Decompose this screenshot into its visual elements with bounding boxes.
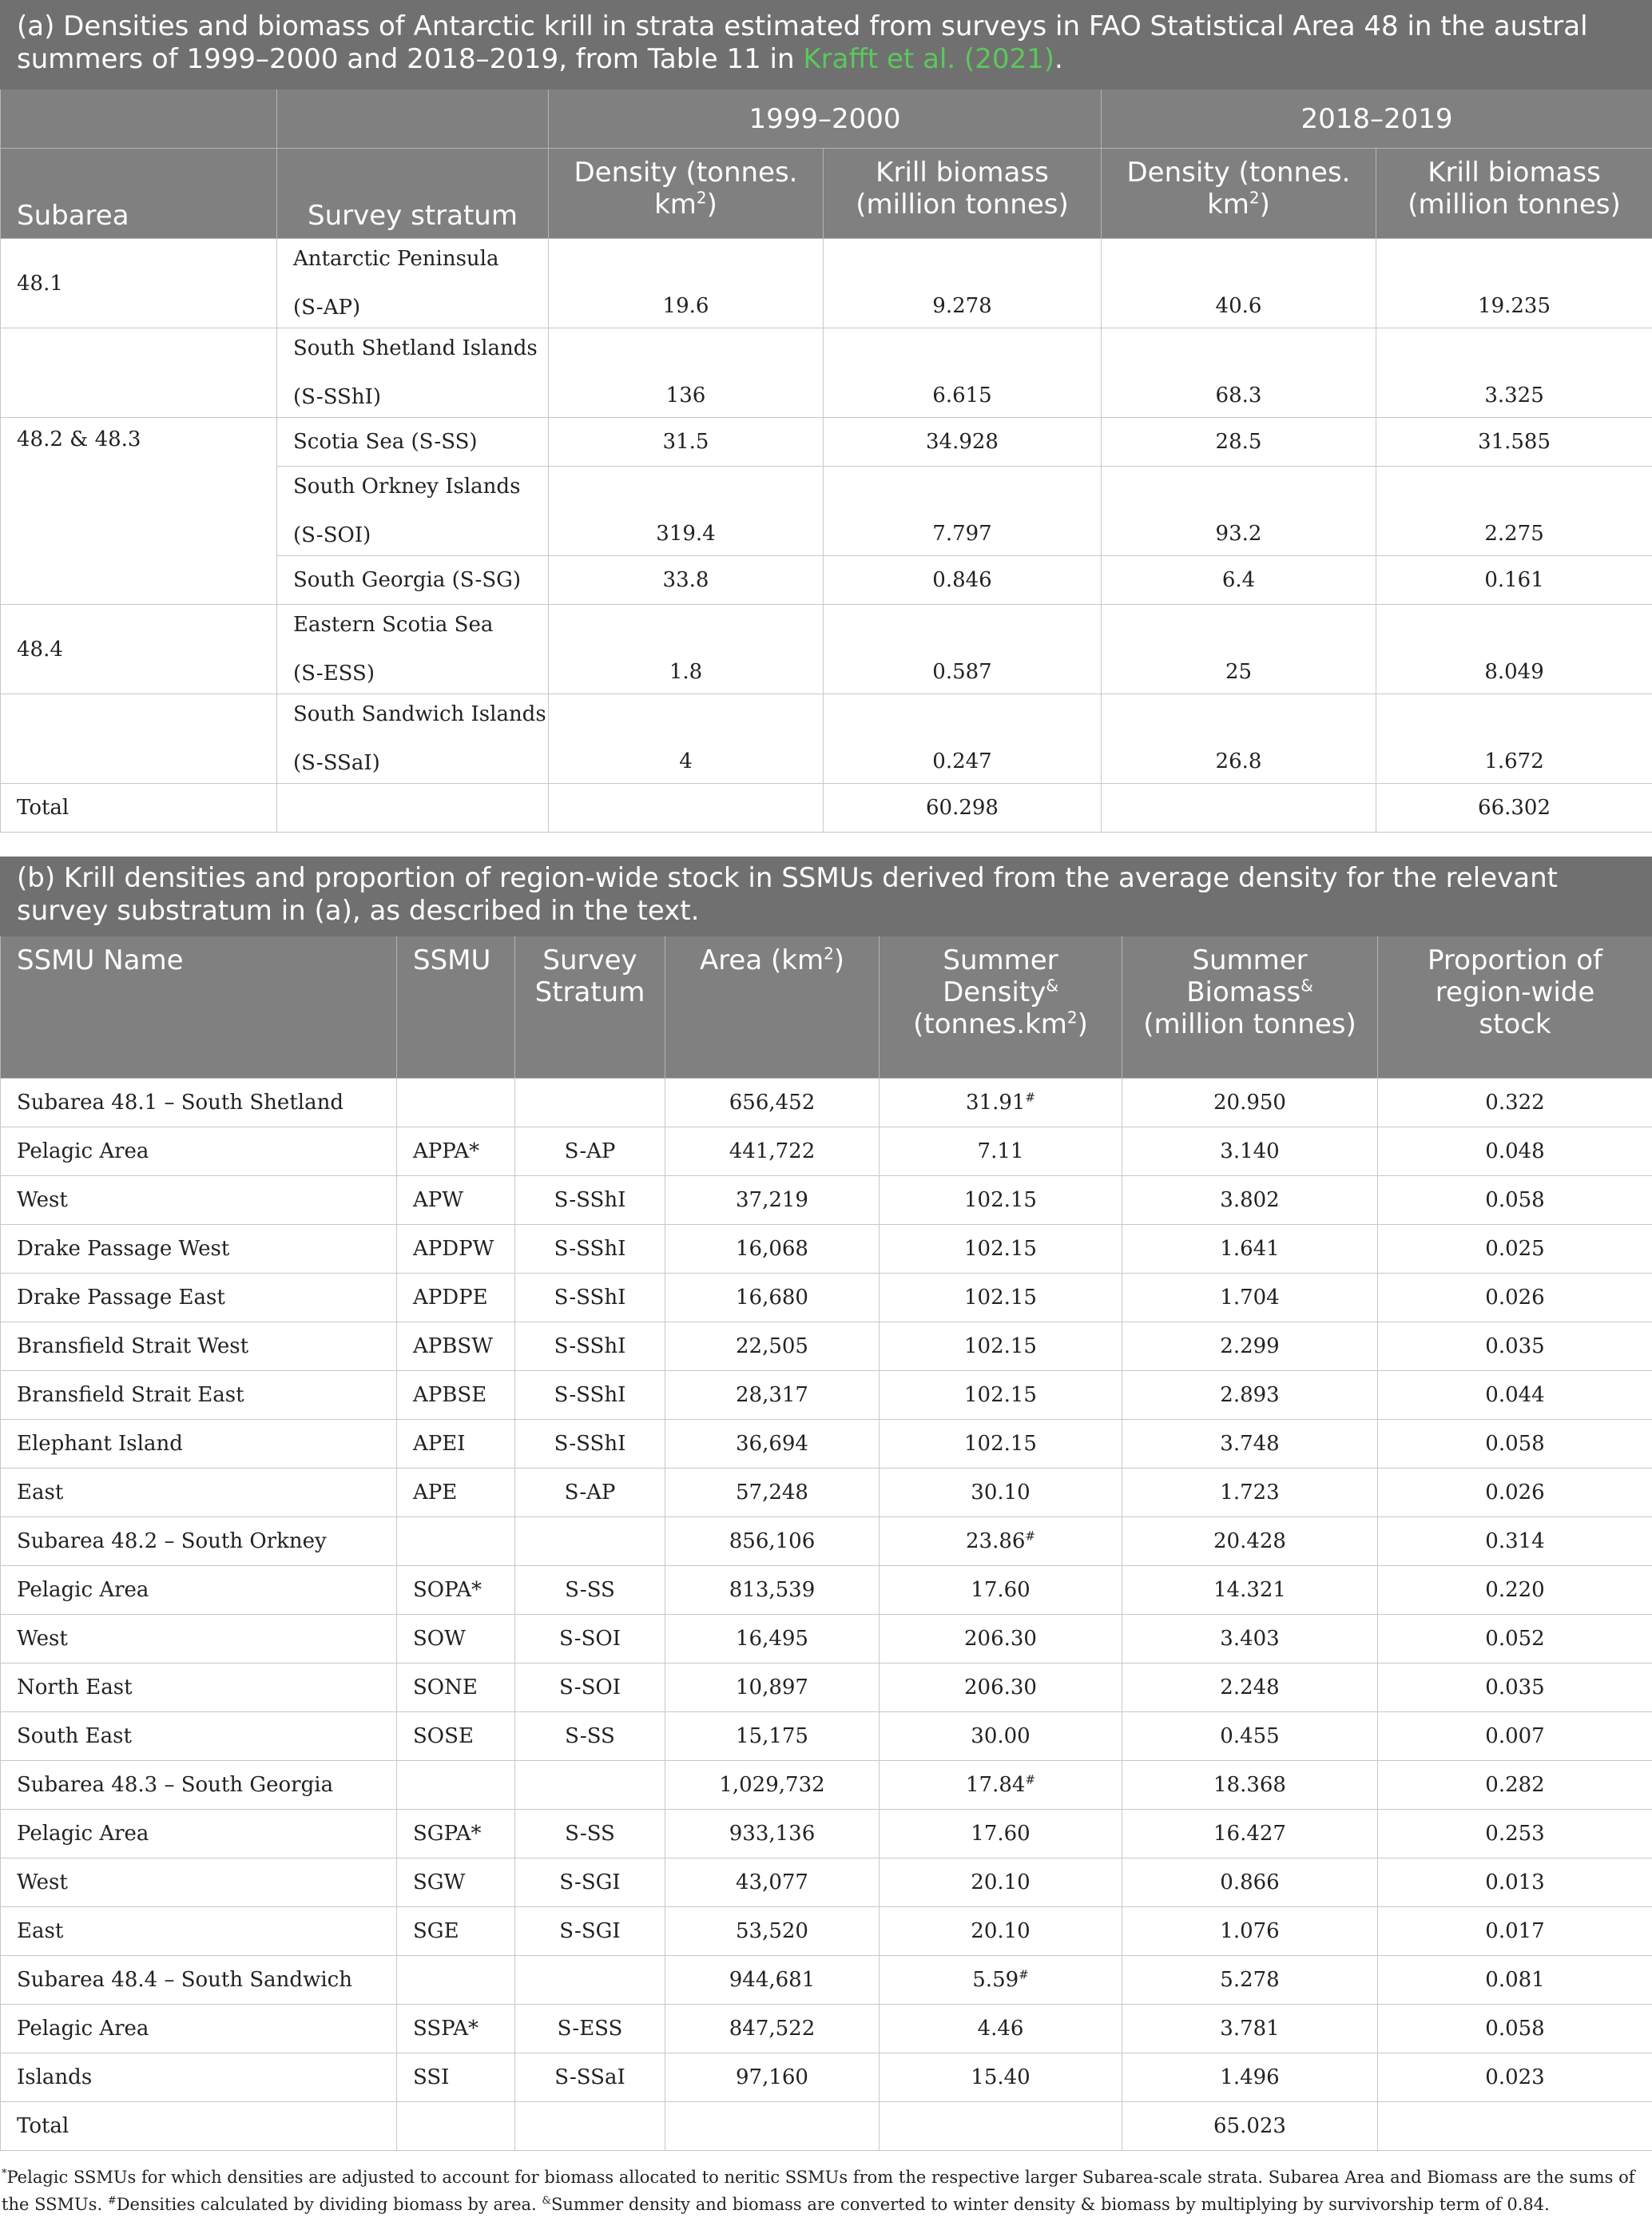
header-area: Area $(km^2)$	[665, 936, 880, 1079]
summer-biomass-cell: 1.723	[1122, 1469, 1378, 1517]
ssmu-name-cell: East	[1, 1907, 397, 1956]
proportion-cell: 0.058	[1378, 1420, 1652, 1469]
density-1-cell: 136	[549, 328, 824, 418]
total-empty	[880, 2102, 1122, 2151]
summer-biomass-cell: 2.248	[1122, 1664, 1378, 1712]
biomass-2-cell: 8.049	[1376, 605, 1652, 694]
ssmu-code-cell: APBSE	[397, 1371, 515, 1420]
area-cell: 16,495	[665, 1615, 880, 1664]
table-b-row	[1, 1810, 1652, 1858]
summer-biomass-cell: 1.496	[1122, 2053, 1378, 2102]
density-1-cell: 33.8	[549, 556, 824, 605]
table-b-row	[1, 1322, 1652, 1371]
area-cell: 37,219	[665, 1176, 880, 1225]
survey-stratum-cell: S-AP	[515, 1127, 665, 1176]
survey-stratum-cell	[515, 1956, 665, 2005]
subarea-cell: 48.4	[1, 605, 277, 694]
table-b-caption: (b) Krill densities and proportion of region-wide stock in SSMUs derived from the average density for the relevant survey substratum in (a), as described in the text.	[1, 857, 1652, 936]
area-cell: 856,106	[665, 1517, 880, 1566]
table-b-row	[1, 1176, 1652, 1225]
biomass-1-cell: 34.928	[824, 418, 1102, 467]
ssmu-name-cell: Bransfield Strait West	[1, 1322, 397, 1371]
area-cell: 36,694	[665, 1420, 880, 1469]
header-density-1: Density (tonnes. $km^2$)	[549, 149, 824, 239]
ssmu-code-cell: SOW	[397, 1615, 515, 1664]
table-b-total-row	[1, 2102, 1652, 2151]
table-b-row	[1, 1517, 1652, 1566]
table-a-total-row	[1, 784, 1652, 833]
ssmu-code-cell	[397, 1761, 515, 1810]
total-empty	[397, 2102, 515, 2151]
ssmu-name-cell: Elephant Island	[1, 1420, 397, 1469]
header-survey-stratum: Survey stratum	[277, 149, 549, 239]
area-cell: 57,248	[665, 1469, 880, 1517]
summer-density-cell: 102.15	[880, 1176, 1122, 1225]
ssmu-code-cell: SOSE	[397, 1712, 515, 1761]
density-2-cell: 93.2	[1102, 467, 1376, 556]
header-summer-biomass: Summer Biomass& (million tonnes)	[1122, 936, 1378, 1079]
density-2-cell: 6.4	[1102, 556, 1376, 605]
summer-biomass-cell: 20.950	[1122, 1079, 1378, 1127]
header-period-2: 2018–2019	[1102, 89, 1652, 149]
ssmu-code-cell	[397, 1956, 515, 2005]
biomass-1-cell: 0.587	[824, 605, 1102, 694]
summer-biomass-cell: 1.641	[1122, 1225, 1378, 1274]
summer-biomass-cell: 5.278	[1122, 1956, 1378, 2005]
summer-biomass-cell: 3.748	[1122, 1420, 1378, 1469]
stratum-cell: South Sandwich Islands (S-SSaI)	[277, 694, 549, 784]
summer-density-cell: 17.60	[880, 1810, 1122, 1858]
proportion-cell: 0.044	[1378, 1371, 1652, 1420]
total-label: Total	[1, 784, 277, 833]
total-empty	[549, 784, 824, 833]
ssmu-code-cell: APW	[397, 1176, 515, 1225]
total-empty	[515, 2102, 665, 2151]
proportion-cell: 0.026	[1378, 1274, 1652, 1322]
survey-stratum-cell: S-AP	[515, 1469, 665, 1517]
total-empty	[665, 2102, 880, 2151]
ssmu-code-cell: SGE	[397, 1907, 515, 1956]
area-cell: 15,175	[665, 1712, 880, 1761]
summer-density-cell: 5.59#	[880, 1956, 1122, 2005]
table-b-row	[1, 1079, 1652, 1127]
proportion-cell: 0.253	[1378, 1810, 1652, 1858]
proportion-cell: 0.017	[1378, 1907, 1652, 1956]
biomass-1-cell: 0.846	[824, 556, 1102, 605]
area-cell: 933,136	[665, 1810, 880, 1858]
summer-biomass-cell: 16.427	[1122, 1810, 1378, 1858]
header-density-2: Density (tonnes. $km^2$)	[1102, 149, 1376, 239]
header-subarea: Subarea	[1, 149, 277, 239]
table-b-row	[1, 1566, 1652, 1615]
survey-stratum-cell: S-SSaI	[515, 2053, 665, 2102]
summer-biomass-cell: 3.140	[1122, 1127, 1378, 1176]
area-cell: 97,160	[665, 2053, 880, 2102]
area-cell: 22,505	[665, 1322, 880, 1371]
summer-density-cell: 102.15	[880, 1225, 1122, 1274]
proportion-cell: 0.058	[1378, 1176, 1652, 1225]
survey-stratum-cell: S-ESS	[515, 2005, 665, 2053]
ssmu-code-cell: APPA*	[397, 1127, 515, 1176]
header-biomass-1: Krill biomass (million tonnes)	[824, 149, 1102, 239]
header-blank-subarea	[1, 89, 277, 149]
area-cell: 944,681	[665, 1956, 880, 2005]
summer-biomass-cell: 0.455	[1122, 1712, 1378, 1761]
ssmu-code-cell	[397, 1079, 515, 1127]
proportion-cell: 0.314	[1378, 1517, 1652, 1566]
summer-biomass-cell: 0.866	[1122, 1858, 1378, 1907]
table-b-row	[1, 1956, 1652, 2005]
survey-stratum-cell: S-SS	[515, 1810, 665, 1858]
summer-density-cell: 23.86#	[880, 1517, 1122, 1566]
summer-biomass-cell: 2.299	[1122, 1322, 1378, 1371]
table-b	[0, 857, 1652, 2151]
proportion-cell: 0.025	[1378, 1225, 1652, 1274]
header-biomass-2: Krill biomass (million tonnes)	[1376, 149, 1652, 239]
summer-biomass-cell: 1.076	[1122, 1907, 1378, 1956]
survey-stratum-cell: S-SOI	[515, 1664, 665, 1712]
biomass-1-cell: 9.278	[824, 239, 1102, 328]
table-b-row	[1, 2005, 1652, 2053]
area-cell: 847,522	[665, 2005, 880, 2053]
total-label: Total	[1, 2102, 397, 2151]
biomass-2-cell: 0.161	[1376, 556, 1652, 605]
density-2-cell: 68.3	[1102, 328, 1376, 418]
ssmu-name-cell: North East	[1, 1664, 397, 1712]
total-empty	[277, 784, 549, 833]
survey-stratum-cell	[515, 1761, 665, 1810]
survey-stratum-cell: S-SShI	[515, 1420, 665, 1469]
subarea-cell	[1, 694, 277, 784]
footnote: *Pelagic SSMUs for which densities are adjusted to account for biomass allocated to neritic SSMUs from the respective larger Subarea-scale strata. Subarea Area and Biomass are the sums of the SSMUs. #Densities calculated by dividing biomass by area. &Summer density and biomass are converted to winter density & biomass by multiplying by survivorship term of 0.84.	[2, 2168, 1635, 2214]
area-cell: 43,077	[665, 1858, 880, 1907]
stratum-cell: Eastern Scotia Sea (S-ESS)	[277, 605, 549, 694]
table-b-row	[1, 1127, 1652, 1176]
ssmu-code-cell	[397, 1517, 515, 1566]
ssmu-name-cell: Drake Passage East	[1, 1274, 397, 1322]
biomass-2-cell: 3.325	[1376, 328, 1652, 418]
stratum-cell: South Georgia (S-SG)	[277, 556, 549, 605]
subarea-cell: 48.1	[1, 239, 277, 328]
stratum-cell: Scotia Sea (S-SS)	[277, 418, 549, 467]
ssmu-code-cell: APBSW	[397, 1322, 515, 1371]
biomass-2-cell: 2.275	[1376, 467, 1652, 556]
density-2-cell: 40.6	[1102, 239, 1376, 328]
summer-density-cell: 20.10	[880, 1907, 1122, 1956]
table-b-row	[1, 2053, 1652, 2102]
summer-biomass-cell: 20.428	[1122, 1517, 1378, 1566]
header-ssmu: SSMU	[397, 936, 515, 1079]
survey-stratum-cell: S-SShI	[515, 1225, 665, 1274]
proportion-cell: 0.048	[1378, 1127, 1652, 1176]
stratum-cell: Antarctic Peninsula (S-AP)	[277, 239, 549, 328]
ssmu-name-cell: Bransfield Strait East	[1, 1371, 397, 1420]
ssmu-code-cell: APDPW	[397, 1225, 515, 1274]
table-b-row	[1, 1420, 1652, 1469]
ssmu-code-cell: SSPA*	[397, 2005, 515, 2053]
ssmu-name-cell: West	[1, 1176, 397, 1225]
proportion-cell: 0.052	[1378, 1615, 1652, 1664]
table-b-row	[1, 1469, 1652, 1517]
density-2-cell: 26.8	[1102, 694, 1376, 784]
table-a-caption: (a) Densities and biomass of Antarctic krill in strata estimated from surveys in FAO Statistical Area 48 in the austral summers of 1999–2000 and 2018–2019, from Table 11 in Krafft et al. (2021).	[1, 1, 1652, 89]
ssmu-name-cell: Subarea 48.2 – South Orkney	[1, 1517, 397, 1566]
survey-stratum-cell	[515, 1517, 665, 1566]
ssmu-code-cell: APE	[397, 1469, 515, 1517]
proportion-cell: 0.035	[1378, 1664, 1652, 1712]
summer-density-cell: 7.11	[880, 1127, 1122, 1176]
ssmu-code-cell: SOPA*	[397, 1566, 515, 1615]
header-summer-density: Summer Density& $(tonnes.km^2)$	[880, 936, 1122, 1079]
ssmu-name-cell: Drake Passage West	[1, 1225, 397, 1274]
proportion-cell: 0.322	[1378, 1079, 1652, 1127]
summer-density-cell: 17.60	[880, 1566, 1122, 1615]
header-ssmu-name: SSMU Name	[1, 936, 397, 1079]
ssmu-code-cell: SSI	[397, 2053, 515, 2102]
area-cell: 656,452	[665, 1079, 880, 1127]
density-1-cell: 31.5	[549, 418, 824, 467]
ssmu-name-cell: Subarea 48.4 – South Sandwich	[1, 1956, 397, 2005]
summer-density-cell: 17.84#	[880, 1761, 1122, 1810]
area-cell: 16,068	[665, 1225, 880, 1274]
area-cell: 1,029,732	[665, 1761, 880, 1810]
ssmu-code-cell: SONE	[397, 1664, 515, 1712]
proportion-cell: 0.081	[1378, 1956, 1652, 2005]
header-proportion: Proportion of region-wide stock	[1378, 936, 1652, 1079]
ssmu-code-cell: APEI	[397, 1420, 515, 1469]
ssmu-code-cell: SGPA*	[397, 1810, 515, 1858]
header-survey-stratum: Survey Stratum	[515, 936, 665, 1079]
summer-density-cell: 102.15	[880, 1371, 1122, 1420]
table-b-row	[1, 1274, 1652, 1322]
table-b-row	[1, 1615, 1652, 1664]
survey-stratum-cell: S-SS	[515, 1712, 665, 1761]
area-cell: 813,539	[665, 1566, 880, 1615]
proportion-cell: 0.007	[1378, 1712, 1652, 1761]
table-gap	[0, 833, 1652, 857]
summer-biomass-cell: 1.704	[1122, 1274, 1378, 1322]
summer-biomass-cell: 2.893	[1122, 1371, 1378, 1420]
density-1-cell: 1.8	[549, 605, 824, 694]
ssmu-name-cell: West	[1, 1615, 397, 1664]
ssmu-name-cell: Pelagic Area	[1, 2005, 397, 2053]
ssmu-name-cell: Subarea 48.3 – South Georgia	[1, 1761, 397, 1810]
subarea-cell: 48.2 & 48.3	[1, 418, 277, 605]
ssmu-name-cell: West	[1, 1858, 397, 1907]
summer-density-cell: 206.30	[880, 1664, 1122, 1712]
biomass-1-cell: 0.247	[824, 694, 1102, 784]
table-a-row	[1, 239, 1652, 328]
summer-biomass-cell: 18.368	[1122, 1761, 1378, 1810]
table-a-row	[1, 694, 1652, 784]
table-b-row	[1, 1371, 1652, 1420]
summer-density-cell: 30.00	[880, 1712, 1122, 1761]
biomass-2-cell: 1.672	[1376, 694, 1652, 784]
ssmu-code-cell: SGW	[397, 1858, 515, 1907]
survey-stratum-cell	[515, 1079, 665, 1127]
survey-stratum-cell: S-SGI	[515, 1858, 665, 1907]
ssmu-code-cell: APDPE	[397, 1274, 515, 1322]
summer-density-cell: 20.10	[880, 1858, 1122, 1907]
total-biomass-1: 60.298	[824, 784, 1102, 833]
density-1-cell: 19.6	[549, 239, 824, 328]
summer-density-cell: 30.10	[880, 1469, 1122, 1517]
summer-density-cell: 102.15	[880, 1420, 1122, 1469]
density-1-cell: 319.4	[549, 467, 824, 556]
summer-biomass-cell: 3.403	[1122, 1615, 1378, 1664]
area-cell: 16,680	[665, 1274, 880, 1322]
total-biomass: 65.023	[1122, 2102, 1378, 2151]
summer-biomass-cell: 3.802	[1122, 1176, 1378, 1225]
survey-stratum-cell: S-SGI	[515, 1907, 665, 1956]
density-2-cell: 25	[1102, 605, 1376, 694]
ssmu-name-cell: Subarea 48.1 – South Shetland	[1, 1079, 397, 1127]
summer-density-cell: 102.15	[880, 1322, 1122, 1371]
proportion-cell: 0.023	[1378, 2053, 1652, 2102]
biomass-1-cell: 6.615	[824, 328, 1102, 418]
summer-density-cell: 4.46	[880, 2005, 1122, 2053]
table-b-row	[1, 1858, 1652, 1907]
density-2-cell: 28.5	[1102, 418, 1376, 467]
survey-stratum-cell: S-SShI	[515, 1176, 665, 1225]
area-cell: 441,722	[665, 1127, 880, 1176]
total-empty	[1102, 784, 1376, 833]
proportion-cell: 0.220	[1378, 1566, 1652, 1615]
total-empty	[1378, 2102, 1652, 2151]
biomass-2-cell: 19.235	[1376, 239, 1652, 328]
proportion-cell: 0.282	[1378, 1761, 1652, 1810]
ssmu-name-cell: Pelagic Area	[1, 1810, 397, 1858]
table-b-row	[1, 1712, 1652, 1761]
survey-stratum-cell: S-SShI	[515, 1322, 665, 1371]
table-a-row	[1, 328, 1652, 418]
header-blank-stratum	[277, 89, 549, 149]
ssmu-name-cell: South East	[1, 1712, 397, 1761]
table-b-row	[1, 1664, 1652, 1712]
table-b-body	[1, 1079, 1652, 2102]
proportion-cell: 0.035	[1378, 1322, 1652, 1371]
table-b-row	[1, 1907, 1652, 1956]
proportion-cell: 0.058	[1378, 2005, 1652, 2053]
area-cell: 10,897	[665, 1664, 880, 1712]
summer-density-cell: 102.15	[880, 1274, 1122, 1322]
stratum-cell: South Orkney Islands (S-SOI)	[277, 467, 549, 556]
summer-density-cell: 15.40	[880, 2053, 1122, 2102]
proportion-cell: 0.026	[1378, 1469, 1652, 1517]
proportion-cell: 0.013	[1378, 1858, 1652, 1907]
area-cell: 28,317	[665, 1371, 880, 1420]
survey-stratum-cell: S-SOI	[515, 1615, 665, 1664]
table-b-row	[1, 1225, 1652, 1274]
density-1-cell: 4	[549, 694, 824, 784]
area-cell: 53,520	[665, 1907, 880, 1956]
stratum-cell: South Shetland Islands (S-SShI)	[277, 328, 549, 418]
subarea-cell	[1, 328, 277, 418]
survey-stratum-cell: S-SShI	[515, 1371, 665, 1420]
table-a-row	[1, 418, 1652, 467]
biomass-1-cell: 7.797	[824, 467, 1102, 556]
krafft-reference-link[interactable]: Krafft et al. (2021)	[803, 43, 1055, 75]
ssmu-name-cell: Pelagic Area	[1, 1127, 397, 1176]
table-b-row	[1, 1761, 1652, 1810]
ssmu-name-cell: East	[1, 1469, 397, 1517]
summer-density-cell: 31.91#	[880, 1079, 1122, 1127]
total-biomass-2: 66.302	[1376, 784, 1652, 833]
survey-stratum-cell: S-SS	[515, 1566, 665, 1615]
summer-biomass-cell: 3.781	[1122, 2005, 1378, 2053]
summer-biomass-cell: 14.321	[1122, 1566, 1378, 1615]
biomass-2-cell: 31.585	[1376, 418, 1652, 467]
table-a-row	[1, 605, 1652, 694]
survey-stratum-cell: S-SShI	[515, 1274, 665, 1322]
ssmu-name-cell: Pelagic Area	[1, 1566, 397, 1615]
header-period-1: 1999–2000	[549, 89, 1102, 149]
ssmu-name-cell: Islands	[1, 2053, 397, 2102]
table-a	[0, 0, 1652, 833]
summer-density-cell: 206.30	[880, 1615, 1122, 1664]
